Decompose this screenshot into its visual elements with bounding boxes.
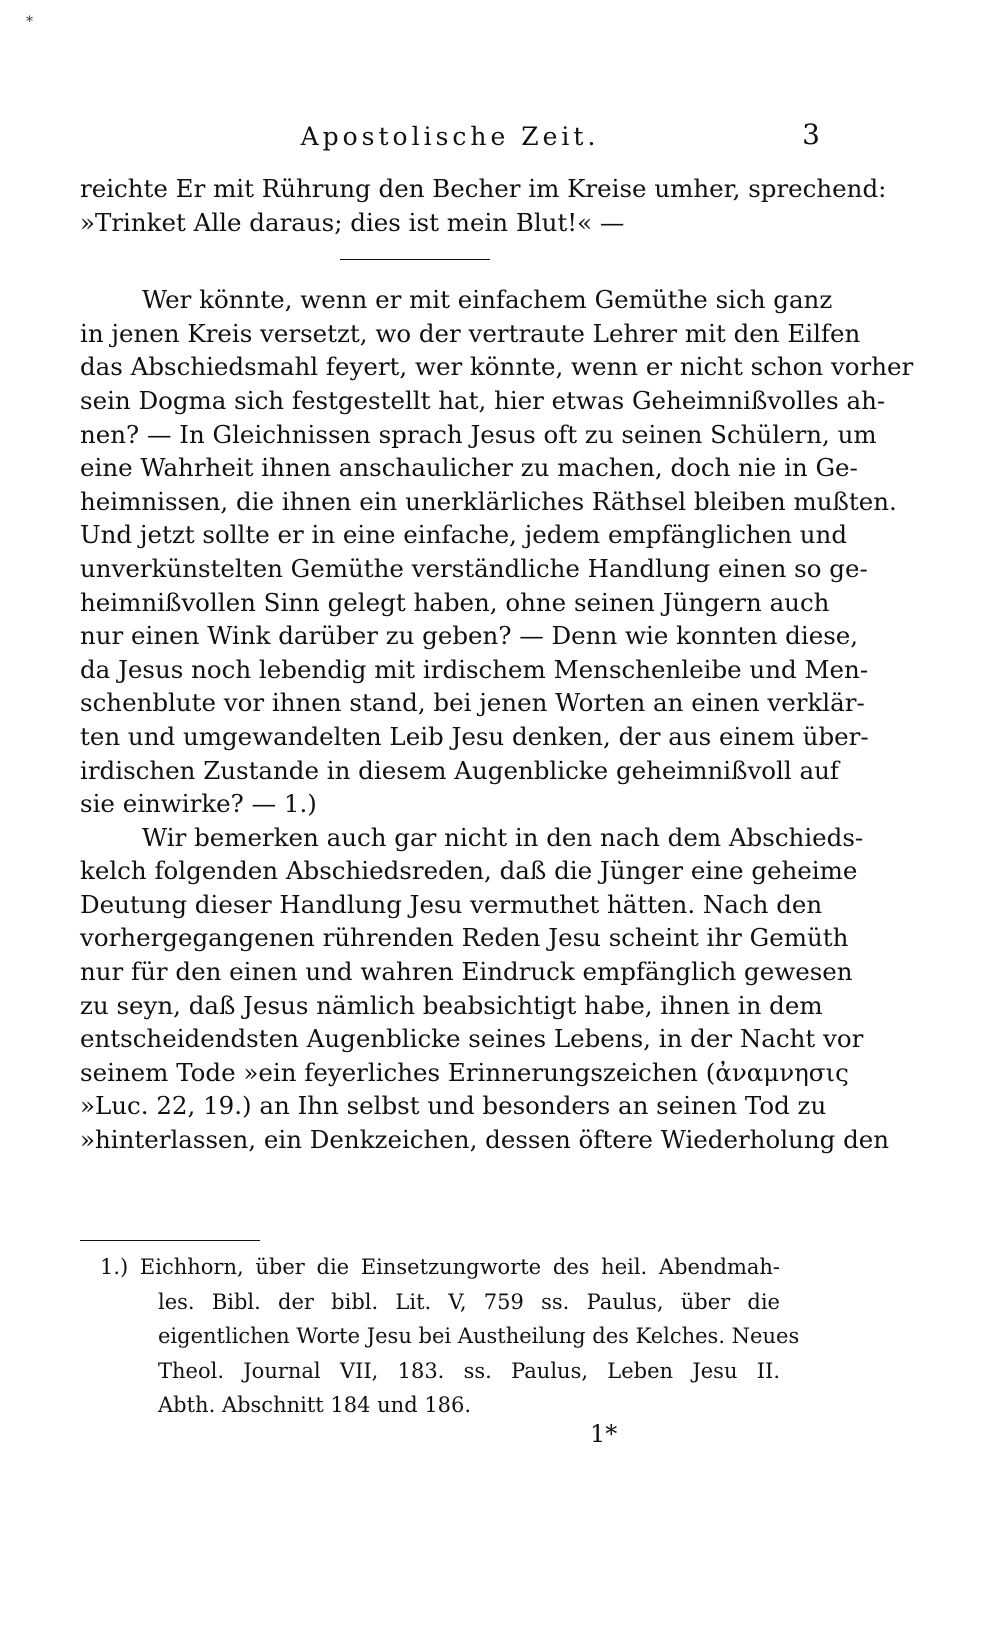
footnote-line: eigentlichen Worte Jesu bei Austheilung des Kelches. Neues [158,1324,800,1348]
text-line: »hinterlassen, ein Denkzeichen, dessen öftere Wiederholung den [80,1125,890,1155]
text-line: Und jetzt sollte er in eine einfache, jedem empfänglichen und [80,520,848,550]
text-line: »Trinket Alle daraus; dies ist mein Blut!« — [80,207,625,237]
footnote-line: Theol. Journal VII, 183. ss. Paulus, Leben Jesu II. [158,1358,780,1383]
footnote-line: Abth. Abschnitt 184 und 186. [158,1393,472,1417]
text-line: nur für den einen und wahren Eindruck empfänglich gewesen [80,957,853,987]
footnote-rule [80,1240,260,1241]
text-line: heimnissen, die ihnen ein unerklärliches Räthsel bleiben mußten. [80,486,897,516]
text-line: sie einwirke? — 1.) [80,789,317,819]
signature-mark: 1* [590,1420,618,1448]
paragraph-first-line: Wer könnte, wenn er mit einfachem Gemüthe sich ganz [142,285,833,315]
text-line: das Abschiedsmahl feyert, wer könnte, wenn er nicht schon vorher [80,352,914,382]
footnote-line: les. Bibl. der bibl. Lit. V, 759 ss. Paulus, über die [158,1289,780,1314]
text-line: entscheidendsten Augenblicke seines Lebens, in der Nacht vor [80,1024,864,1054]
text-line: zu seyn, daß Jesus nämlich beabsichtigt habe, ihnen in dem [80,990,823,1020]
text-line: in jenen Kreis versetzt, wo der vertraute Lehrer mit den Eilfen [80,318,861,348]
running-title: Apostolische Zeit. [300,122,600,151]
separator-rule [340,259,490,260]
footnote-line: 1.) Eichhorn, über die Einsetzungworte des heil. Abendmah- [100,1255,780,1279]
text-line: vorhergegangenen rührenden Reden Jesu scheint ihr Gemüth [80,923,849,953]
page-header [80,118,820,158]
text-line: seinem Tode »ein feyerliches Erinnerungszeichen (ἀναμνησις [80,1057,849,1087]
footnotes [100,1250,800,1423]
text-line: reichte Er mit Rührung den Becher im Kreise umher, sprechend: [80,174,887,203]
page-number: 3 [802,118,820,151]
text-line: »Luc. 22, 19.) an Ihn selbst und besonders an seinen Tod zu [80,1091,827,1121]
text-line: kelch folgenden Abschiedsreden, daß die Jünger eine geheime [80,856,858,886]
text-line: irdischen Zustande in diesem Augenblicke geheimnißvoll auf [80,755,839,785]
text-line: heimnißvollen Sinn gelegt haben, ohne seinen Jüngern auch [80,587,830,617]
text-line: schenblute vor ihnen stand, bei jenen Worten an einen verklär- [80,688,865,718]
section-separator [80,239,820,283]
text-line: eine Wahrheit ihnen anschaulicher zu machen, doch nie in Ge- [80,453,858,483]
text-line: da Jesus noch lebendig mit irdischem Menschenleibe und Men- [80,654,869,684]
text-line: nur einen Wink darüber zu geben? — Denn wie konnten diese, [80,621,859,651]
body-text [80,172,914,1157]
paragraph-first-line: Wir bemerken auch gar nicht in den nach dem Abschieds- [142,822,864,852]
text-line: Deutung dieser Handlung Jesu vermuthet hätten. Nach den [80,889,823,919]
text-line: nen? — In Gleichnissen sprach Jesus oft zu seinen Schülern, um [80,419,877,449]
text-line: sein Dogma sich festgestellt hat, hier etwas Geheimnißvolles ah- [80,385,886,415]
text-line: unverkünstelten Gemüthe verständliche Handlung einen so ge- [80,553,868,583]
text-line: ten und umgewandelten Leib Jesu denken, der aus einem über- [80,721,869,751]
printer-speck: * [26,14,33,30]
